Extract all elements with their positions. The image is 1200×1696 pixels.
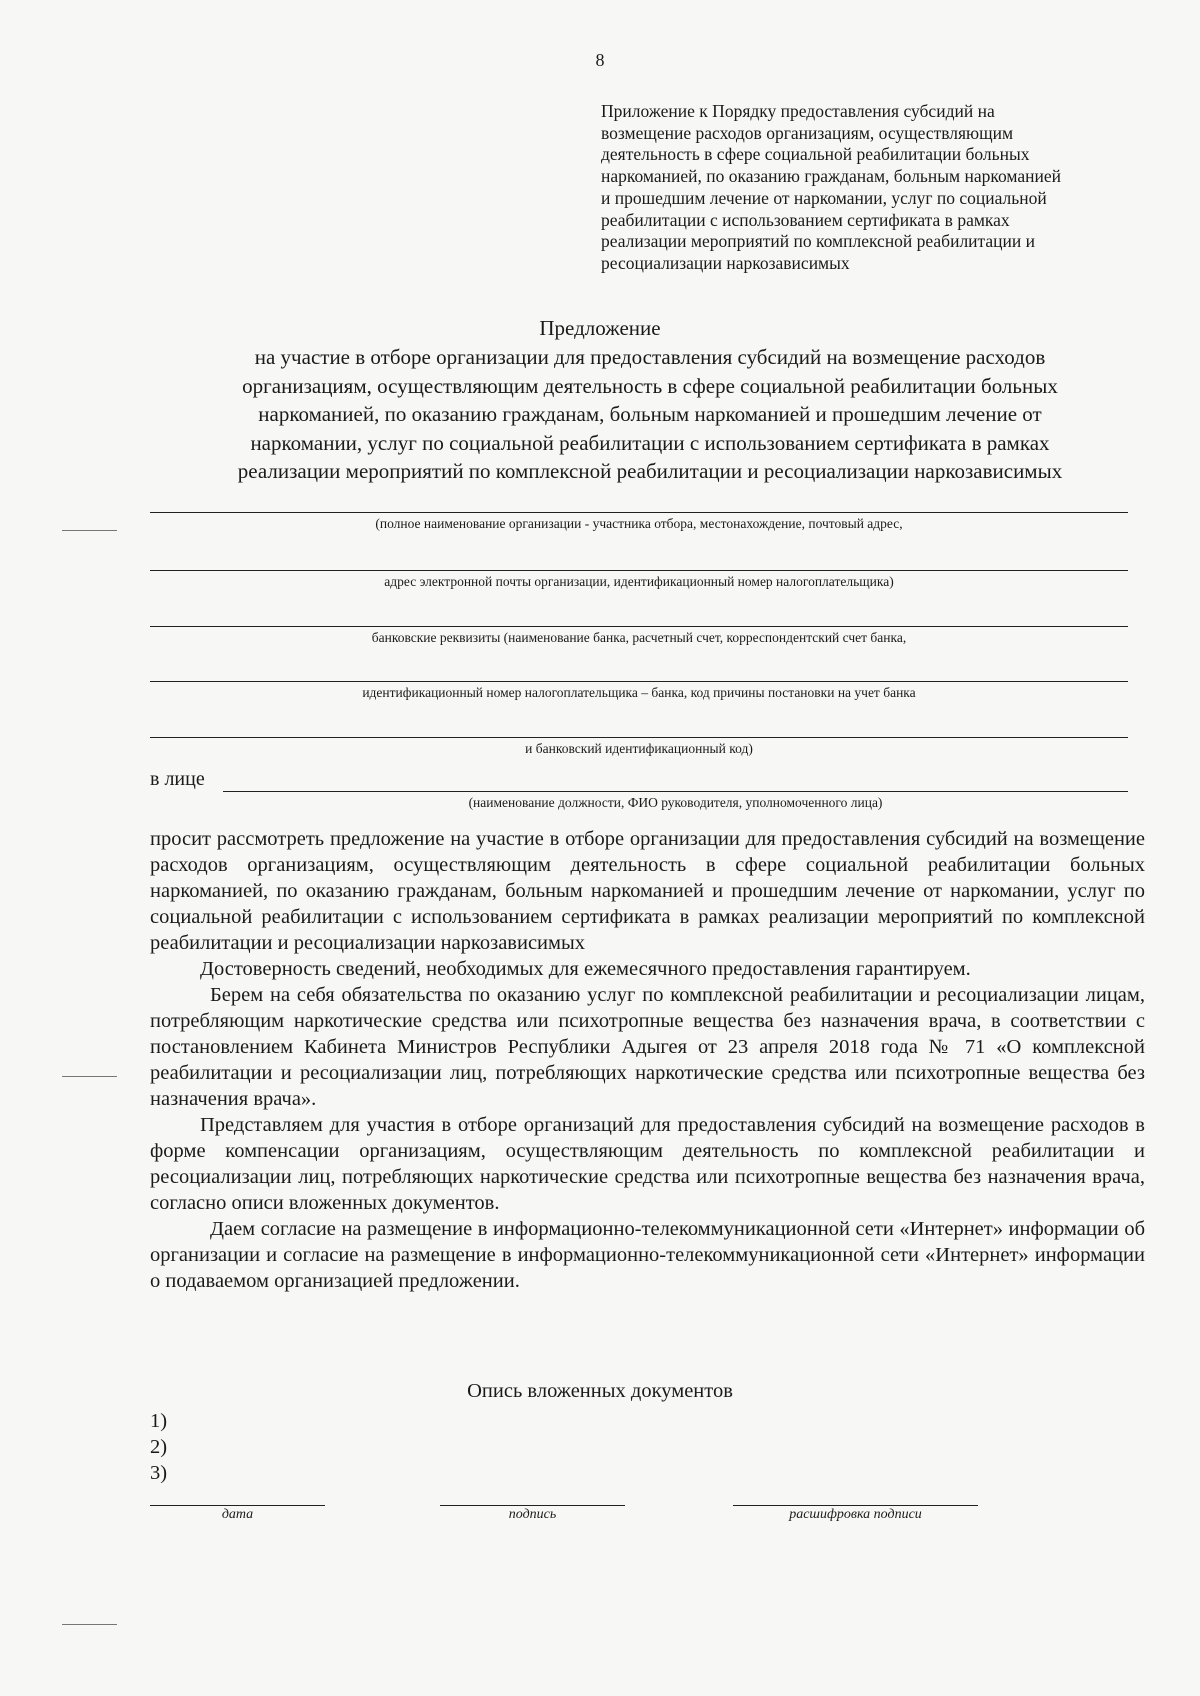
organization-contacts-field[interactable] xyxy=(150,570,1128,590)
page-number: 8 xyxy=(595,50,605,70)
fill-line xyxy=(150,570,1128,571)
inventory-item: 2) xyxy=(150,1436,168,1458)
inventory-title: Опись вложенных документов xyxy=(467,1380,733,1402)
appendix-line: наркоманией, по оказанию гражданам, больным наркоманией xyxy=(601,166,1061,187)
appendix-line: ресоциализации наркозависимых xyxy=(601,252,850,273)
field-caption: идентификационный номер налогоплательщика – банка, код причины постановки на учет банка xyxy=(362,685,916,700)
fill-line xyxy=(733,1505,978,1506)
signature-caption: подпись xyxy=(508,1507,557,1522)
field-caption: и банковский идентификационный код) xyxy=(525,741,753,756)
paragraph-submission: Представляем для участия в отборе организаций для предоставления субсидий на возмещение расходов в форме компенсации организациям, осуществляющим деятельность по комплексной реабилитации и ресоциализации лиц, потребляющих наркотические средства или психотропные вещества без назначения врача, согласно описи вложенных документов. xyxy=(150,1114,1145,1214)
decoding-caption: расшифровка подписи xyxy=(789,1507,922,1522)
date-caption: дата xyxy=(221,1507,254,1522)
paragraph-request: просит рассмотреть предложение на участие в отборе организации для предоставления субсидий на возмещение расходов организациям, осуществляющим деятельность в сфере социальной реабилитации больных наркоманией, по оказанию гражданам, больным наркоманией и прошедшим лечение от наркомании, услуг по социальной реабилитации с использованием сертификата в рамках реализации мероприятий по комплексной реабилитации и ресоциализации наркозависимых xyxy=(150,828,1145,954)
subtitle-line: реализации мероприятий по комплексной реабилитации и ресоциализации наркозависимых xyxy=(237,459,1063,483)
document-title: Предложение xyxy=(539,316,661,340)
bank-bic-field[interactable] xyxy=(150,737,1128,757)
fill-line xyxy=(440,1505,625,1506)
appendix-line: возмещение расходов организациям, осуществляющим xyxy=(601,122,1014,143)
body-text xyxy=(150,826,1145,1294)
fill-line xyxy=(150,1505,325,1506)
appendix-line: реабилитации с использованием сертификата в рамках xyxy=(601,209,1010,230)
fill-line xyxy=(150,512,1128,513)
appendix-line: Приложение к Порядку предоставления субсидий на xyxy=(601,101,995,121)
field-caption: адрес электронной почты организации, идентификационный номер налогоплательщика) xyxy=(384,574,894,589)
binding-mark xyxy=(62,1624,117,1625)
document-subtitle xyxy=(150,343,1150,486)
organization-name-field[interactable] xyxy=(150,512,1128,532)
fill-line xyxy=(150,737,1128,738)
inventory-item: 1) xyxy=(150,1410,168,1432)
fill-line xyxy=(150,681,1128,682)
subtitle-line: наркоманией, по оказанию гражданам, больным наркоманией и прошедшим лечение от xyxy=(258,402,1042,426)
appendix-line: и прошедшим лечение от наркомании, услуг по социальной xyxy=(601,187,1047,208)
subtitle-line: наркомании, услуг по социальной реабилитации с использованием сертификата в рамках xyxy=(250,430,1050,455)
field-caption: (наименование должности, ФИО руководителя, уполномоченного лица) xyxy=(468,795,883,810)
inventory-item: 3) xyxy=(150,1462,168,1484)
field-caption: банковские реквизиты (наименование банка, расчетный счет, корреспондентский счет банка, xyxy=(371,630,907,645)
paragraph-reliability: Достоверность сведений, необходимых для ежемесячного предоставления гарантируем. xyxy=(200,958,971,980)
paragraph-obligations: Берем на себя обязательства по оказанию услуг по комплексной реабилитации и ресоциализации лицам, потребляющим наркотические средства или психотропные вещества без назначения врача, в соответствии с постановлением Кабинета Министров Республики Адыгея от 23 апреля 2018 года № 71 «О комплексной реабилитации и ресоциализации лиц, потребляющих наркотические средства или психотропные вещества без назначения врача». xyxy=(150,984,1145,1110)
paragraph-consent: Даем согласие на размещение в информационно-телекоммуникационной сети «Интернет» информации об организации и согласие на размещение в информационно-телекоммуникационной сети «Интернет» информации о подаваемом организацией предложении. xyxy=(150,1218,1145,1292)
bank-codes-field[interactable] xyxy=(150,681,1128,701)
subtitle-line: на участие в отборе организации для предоставления субсидий на возмещение расходов xyxy=(254,345,1046,369)
date-signature-field[interactable] xyxy=(150,1505,325,1523)
appendix-header xyxy=(601,101,1146,275)
subtitle-line: организациям, осуществляющим деятельность в сфере социальной реабилитации больных xyxy=(242,373,1058,398)
fill-line xyxy=(223,791,1128,792)
signature-field[interactable] xyxy=(440,1505,625,1523)
bank-details-field[interactable] xyxy=(150,626,1128,646)
field-caption: (полное наименование организации - участника отбора, местонахождение, почтовый адрес, xyxy=(375,516,903,531)
binding-mark xyxy=(62,530,117,531)
inventory-list xyxy=(150,1408,167,1486)
appendix-line: деятельность в сфере социальной реабилитации больных xyxy=(601,144,1030,165)
in-person-label: в лице xyxy=(150,768,205,790)
appendix-line: реализации мероприятий по комплексной реабилитации и xyxy=(601,231,1036,252)
fill-line xyxy=(150,626,1128,627)
binding-mark xyxy=(62,1076,117,1077)
signature-decoding-field[interactable] xyxy=(733,1505,978,1523)
